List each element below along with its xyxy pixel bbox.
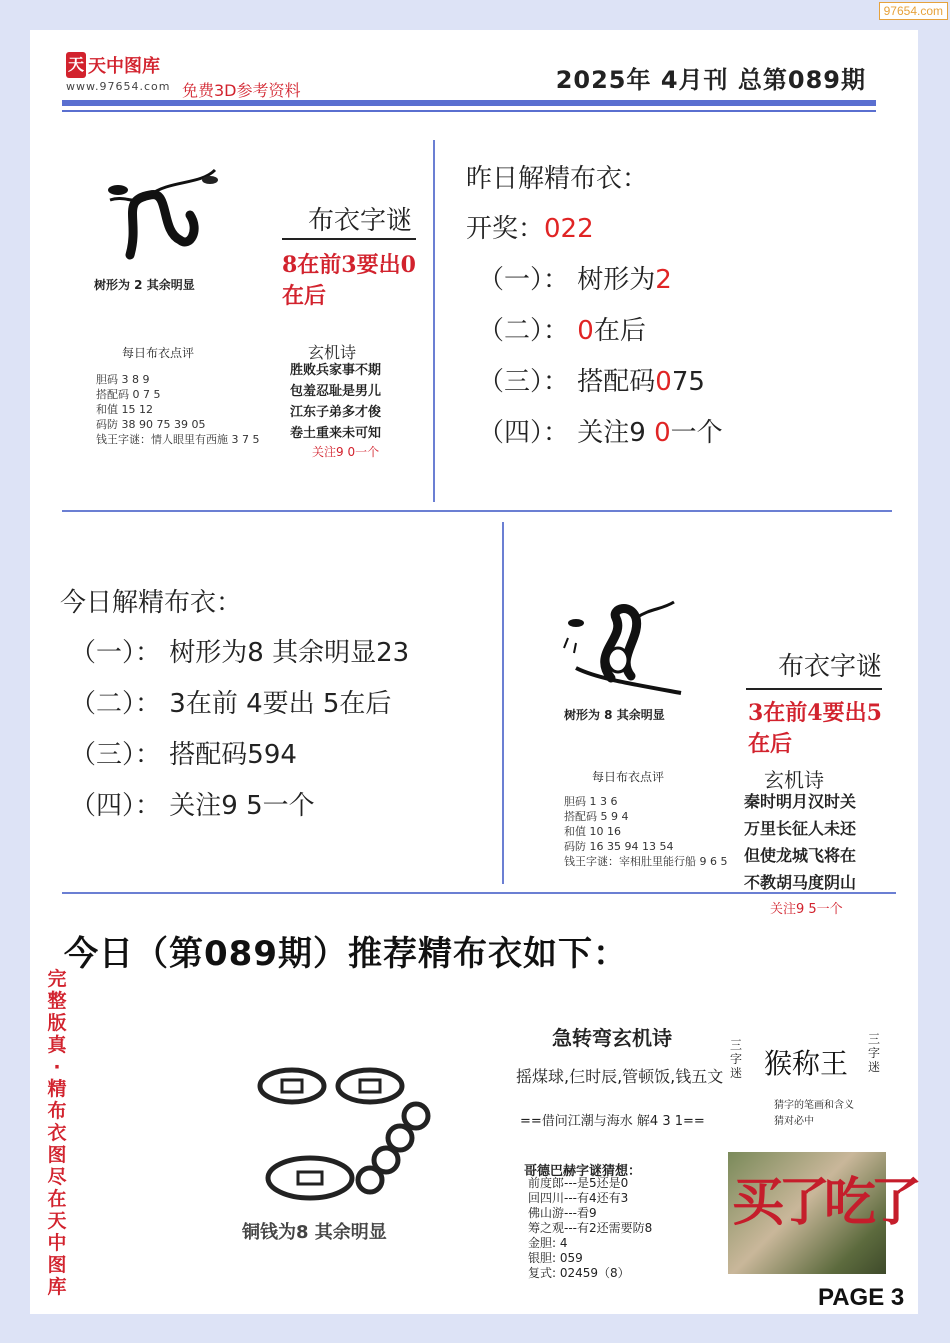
guess-line: 金胆: 4: [528, 1236, 568, 1250]
riddle-title: 布衣字谜: [308, 206, 413, 236]
comment-line: 和值 15 12: [96, 403, 153, 416]
guess-list: [528, 1176, 652, 1281]
item-text: 树形为: [577, 265, 656, 295]
logo-icon: 天: [66, 52, 86, 78]
today-image: [530, 580, 900, 917]
comment-line: 和值 10 16: [564, 825, 621, 838]
tree-drawing-icon: [90, 160, 230, 270]
poem-line: 秦时明月汉时关: [744, 792, 857, 811]
riddle-note-1: 猜字的笔画和含义: [774, 1100, 854, 1111]
item-red: 0: [654, 418, 671, 448]
guess-line: 复式: 02459（8）: [528, 1266, 630, 1280]
item-label: （四）：: [478, 418, 570, 448]
poem-line: 江东子弟多才俊: [290, 405, 382, 420]
guess-line: 前度郎---是5还是0: [528, 1176, 629, 1190]
riddle-text: 8在前3要出0在后: [282, 252, 416, 309]
poem-line: 不教胡马度阴山: [744, 873, 857, 892]
yesterday-draw: [466, 208, 594, 245]
comment-line: 搭配码 5 9 4: [564, 810, 629, 823]
comment-title: 每日布衣点评: [592, 770, 665, 784]
issue-title: 2025年 4月刊 总第089期: [555, 66, 866, 94]
logo-name: 天中图库: [88, 56, 160, 77]
item-label: （四）：: [70, 791, 162, 821]
item-text: 搭配码594: [169, 740, 297, 770]
coin-caption: 铜钱为8 其余明显: [242, 1222, 387, 1243]
item-tail: 在后: [593, 316, 646, 346]
poem-lines: [290, 360, 381, 444]
today-item-3: [70, 734, 297, 771]
today-item-1: [70, 632, 409, 669]
item-text: 关注9 5一个: [169, 791, 315, 821]
tree-caption: 树形为 8 其余明显: [564, 708, 665, 722]
guess-line: 回四川---有4还有3: [528, 1191, 629, 1205]
riddle-rule: [746, 688, 882, 690]
comment-line: 码防 38 90 75 39 05: [96, 418, 206, 431]
poem-line: 包羞忍耻是男儿: [290, 384, 382, 399]
guess-line: 佛山游---看9: [528, 1206, 597, 1220]
item-label: （二）：: [70, 689, 162, 719]
rec-poem-line: 摇煤球,仨时辰,管顿饭,钱五文: [516, 1067, 724, 1086]
yesterday-item-1: [478, 259, 672, 296]
item-tail: 一个: [670, 418, 723, 448]
poem-line: 胜败兵家事不期: [290, 363, 382, 378]
divider-vertical-1: [433, 140, 435, 502]
riddle-label-right: 三字迷: [868, 1032, 881, 1074]
item-label: （一）：: [70, 638, 162, 668]
riddle-title: 布衣字谜: [778, 652, 883, 682]
comment-list: [564, 794, 728, 869]
item-red: 0: [655, 367, 672, 397]
item-text: 搭配码: [577, 367, 656, 397]
photo-text: 买了吃了: [732, 1172, 917, 1233]
comment-line: 钱王字谜：宰相肚里能行船 9 6 5: [564, 855, 728, 868]
header-subtitle: 免费3D参考资料: [182, 81, 301, 100]
item-text: 树形为8 其余明显23: [169, 638, 410, 668]
poem-line: 但使龙城飞将在: [744, 846, 857, 865]
yesterday-image: [60, 140, 430, 490]
divider-horizontal-2: [62, 892, 896, 894]
tree-drawing-icon: [556, 598, 696, 698]
item-text: 3在前 4要出 5在后: [169, 689, 392, 719]
item-label: （二）：: [478, 316, 570, 346]
draw-label: 开奖：: [466, 214, 545, 244]
guess-line: 筹之观---有2还需要防8: [528, 1221, 653, 1235]
poem-line: 卷土重来未可知: [290, 426, 382, 441]
poem-note: 关注9 0一个: [312, 445, 380, 459]
page-number: PAGE 3: [818, 1284, 905, 1311]
riddle-answer: 猴称王: [764, 1047, 849, 1080]
comment-title: 每日布衣点评: [122, 346, 195, 360]
yesterday-item-3: [478, 361, 705, 398]
item-tail: 75: [671, 367, 705, 397]
divider-vertical-2: [502, 522, 504, 884]
side-vertical-text: 完整版真·精布衣图尽在天中图库: [47, 968, 67, 1298]
item-red: 0: [577, 316, 594, 346]
poem-line: 万里长征人未还: [744, 819, 857, 838]
photo-thumbnail: [728, 1152, 917, 1274]
poem-title: 玄机诗: [308, 343, 357, 362]
recommend-title: 今日（第089期）推荐精布衣如下：: [64, 934, 628, 974]
item-red: 2: [655, 265, 672, 295]
comment-line: 胆码 1 3 6: [564, 795, 618, 808]
divider-horizontal-1: [62, 510, 892, 512]
riddle-rule: [282, 238, 416, 240]
riddle-text: 3在前4要出5在后: [748, 700, 882, 757]
header-rule: [62, 100, 876, 106]
item-label: （三）：: [70, 740, 162, 770]
item-text: 关注9: [577, 418, 655, 448]
comment-list: [96, 372, 260, 447]
today-title: 今日解精布衣：: [60, 588, 243, 618]
riddle-label-left: 三字迷: [730, 1038, 743, 1080]
comment-line: 码防 16 35 94 13 54: [564, 840, 674, 853]
tree-caption: 树形为 2 其余明显: [94, 278, 195, 292]
yesterday-item-4: [478, 412, 723, 449]
poem-title: 玄机诗: [764, 768, 824, 792]
poem-note: 关注9 5一个: [770, 902, 843, 917]
comment-line: 胆码 3 8 9: [96, 373, 150, 386]
coin-figure: [230, 1050, 470, 1243]
item-label: （三）：: [478, 367, 570, 397]
poem-lines: [744, 788, 856, 896]
header-rule-thin: [62, 110, 876, 112]
yesterday-item-2: [478, 310, 646, 347]
guess-title: 哥德巴赫字谜猜想：: [524, 1164, 642, 1179]
comment-line: 搭配码 0 7 5: [96, 388, 161, 401]
comment-line: 钱王字谜：情人眼里有西施 3 7 5: [96, 433, 260, 446]
coin-drawing-icon: [230, 1050, 470, 1210]
today-item-4: [70, 785, 315, 822]
riddle-note-2: 猜对必中: [774, 1116, 814, 1127]
item-label: （一）：: [478, 265, 570, 295]
rec-poem-title: 急转弯玄机诗: [552, 1026, 672, 1050]
today-item-2: [70, 683, 391, 720]
logo-url: www.97654.com: [66, 80, 171, 93]
site-badge[interactable]: 97654.com: [879, 2, 948, 20]
rec-poem-hint: ==借问江潮与海水 解4 3 1==: [520, 1114, 705, 1129]
guess-line: 银胆: 059: [528, 1251, 583, 1265]
draw-value: 022: [544, 214, 594, 244]
yesterday-title: 昨日解精布衣：: [466, 164, 649, 194]
page: [30, 30, 918, 1314]
